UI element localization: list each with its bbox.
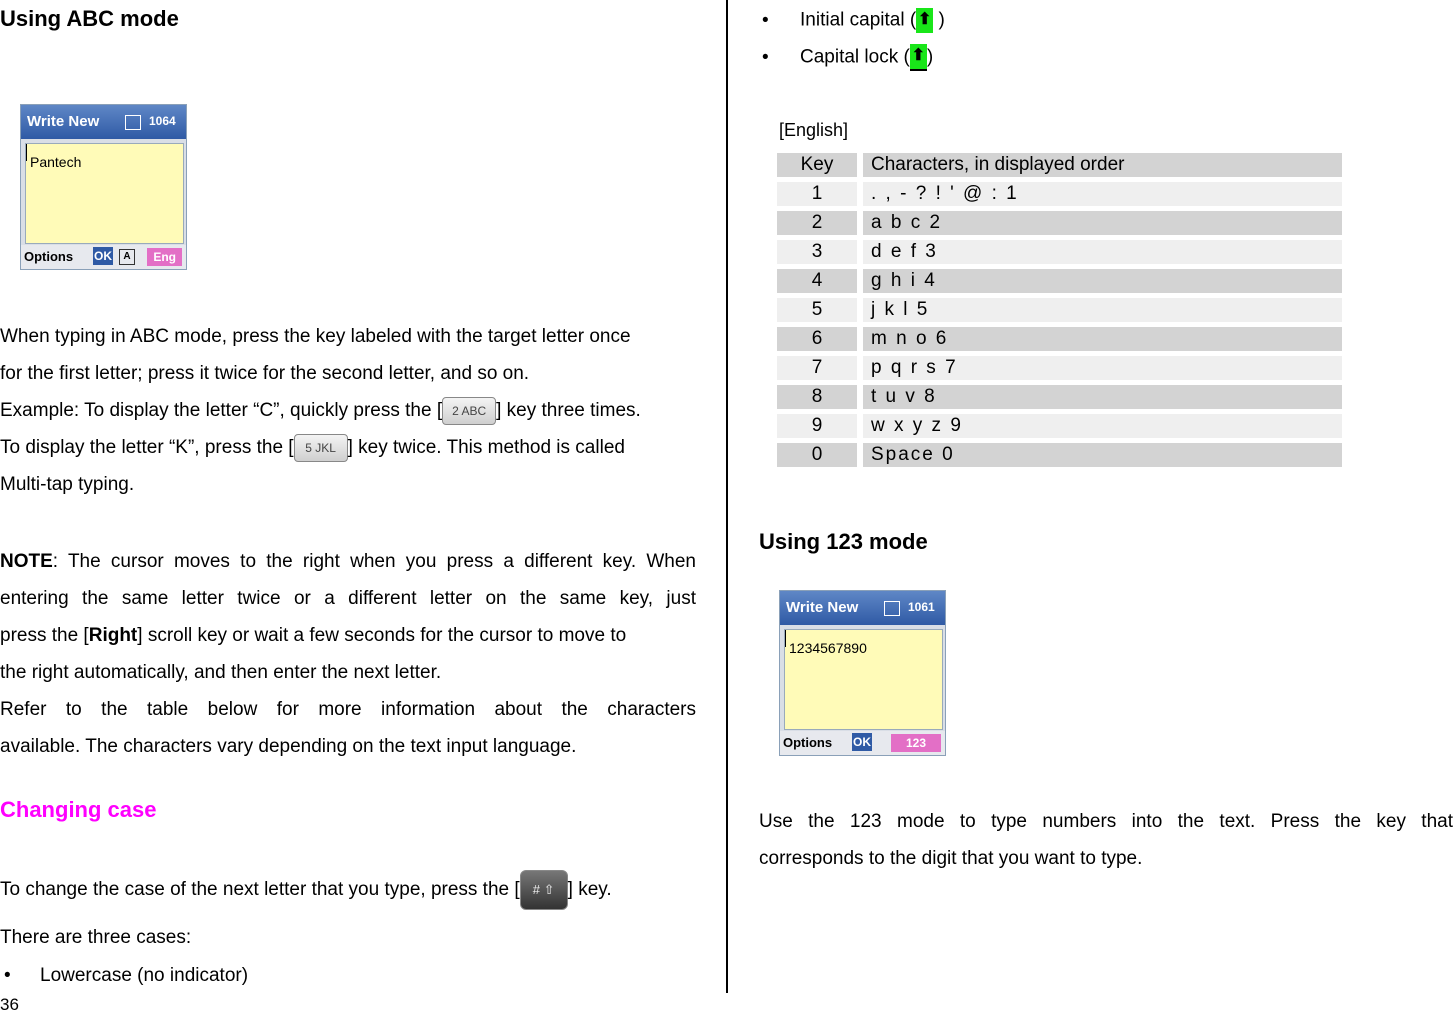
table-header-row [777, 153, 1342, 177]
softkey-options: Options [24, 249, 74, 264]
row-key: 2 [777, 211, 857, 235]
row-characters: m n o 6 [863, 327, 1342, 351]
char-counter: 1064 [149, 114, 176, 128]
entered-text: 1234567890 [789, 640, 867, 656]
row-key: 1 [777, 182, 857, 206]
key-character-table [777, 148, 1342, 472]
key-5-icon: 5 JKL [294, 434, 348, 462]
table-row [777, 327, 1342, 351]
abc-mode-screenshot [20, 104, 187, 270]
note-line-1: NOTE: The cursor moves to the right when you press a different key. When [0, 551, 696, 572]
abc-line-3: Example: To display the letter “C”, quickly press the [ 2 ABC ] key three times. [0, 392, 700, 429]
row-characters: j k l 5 [863, 298, 1342, 322]
table-row [777, 385, 1342, 409]
row-characters: d e f 3 [863, 240, 1342, 264]
header-key: Key [777, 153, 857, 177]
capital-lock-indicator-icon: ⬆ [910, 44, 927, 71]
bullet-initial-capital: • Initial capital ( ⬆ ) [762, 8, 945, 33]
note-paragraph [0, 543, 696, 765]
softkey-bar [780, 731, 945, 755]
heading-abc-mode: Using ABC mode [0, 6, 179, 31]
screen-title: Write New [27, 113, 100, 130]
table-row [777, 443, 1342, 467]
table-row [777, 211, 1342, 235]
table-row [777, 356, 1342, 380]
text-entry-area [784, 629, 943, 730]
softkey-options: Options [783, 735, 833, 750]
row-key: 6 [777, 327, 857, 351]
table-row [777, 269, 1342, 293]
abc-line-4: To display the letter “K”, press the [ 5 JKL ] key twice. This method is called [0, 429, 700, 466]
row-key: 4 [777, 269, 857, 293]
row-key: 5 [777, 298, 857, 322]
softkey-bar [21, 245, 186, 269]
screen-title: Write New [786, 599, 859, 616]
row-characters: p q r s 7 [863, 356, 1342, 380]
abc-line-1: When typing in ABC mode, press the key labeled with the target letter once [0, 326, 631, 347]
bullet-capital-lock: • Capital lock ( ⬆) [762, 44, 933, 71]
heading-123-mode: Using 123 mode [759, 529, 928, 554]
header-characters: Characters, in displayed order [863, 153, 1342, 177]
note-line-2: entering the same letter twice or a different letter on the same key, just [0, 588, 696, 609]
bullet-lowercase: • Lowercase (no indicator) [4, 965, 249, 986]
entered-text: Pantech [30, 154, 82, 170]
note-line-3: press the [Right] scroll key or wait a few seconds for the cursor to move to [0, 625, 627, 646]
char-counter: 1061 [908, 600, 935, 614]
abc-line-2: for the first letter; press it twice for the second letter, and so on. [0, 363, 530, 384]
softkey-ok: OK [94, 249, 112, 263]
123-paragraph [759, 803, 1453, 877]
row-key: 8 [777, 385, 857, 409]
page-number: 36 [0, 995, 19, 1014]
hash-key-icon: # ⇧ [520, 870, 568, 910]
text-entry-area [25, 143, 184, 244]
heading-changing-case: Changing case [0, 797, 157, 822]
cases-intro: There are three cases: [0, 927, 192, 948]
123-line-1: Use the 123 mode to type numbers into the text. Press the key that [759, 811, 1453, 832]
table-row [777, 240, 1342, 264]
initial-capital-indicator-icon: ⬆ [916, 8, 933, 33]
table-row [777, 414, 1342, 438]
row-characters: a b c 2 [863, 211, 1342, 235]
note-line-4: the right automatically, and then enter the next letter. [0, 662, 442, 683]
row-key: 9 [777, 414, 857, 438]
abc-paragraph [0, 318, 700, 503]
input-mode-badge: 123 [891, 734, 941, 752]
row-characters: t u v 8 [863, 385, 1342, 409]
row-key: 0 [777, 443, 857, 467]
row-characters: . , - ? ! ' @ : 1 [863, 182, 1342, 206]
row-key: 3 [777, 240, 857, 264]
table-row [777, 182, 1342, 206]
row-characters: Space 0 [863, 443, 1342, 467]
refer-line-1: Refer to the table below for more information about the characters [0, 699, 696, 720]
table-row [777, 298, 1342, 322]
screen-title-bar [21, 105, 186, 139]
row-key: 7 [777, 356, 857, 380]
screen-title-bar [780, 591, 945, 625]
123-mode-screenshot [779, 590, 946, 756]
softkey-ok: OK [853, 735, 871, 749]
row-characters: w x y z 9 [863, 414, 1342, 438]
table-caption: [English] [779, 120, 849, 140]
refer-line-2: available. The characters vary depending on the text input language. [0, 736, 577, 757]
column-divider [726, 0, 728, 993]
message-icon [884, 601, 900, 616]
row-characters: g h i 4 [863, 269, 1342, 293]
123-line-2: corresponds to the digit that you want to type. [759, 848, 1143, 869]
abc-line-5: Multi-tap typing. [0, 474, 135, 495]
input-mode-badge: Eng [147, 248, 182, 266]
key-2-icon: 2 ABC [442, 397, 496, 425]
case-line: To change the case of the next letter that you type, press the [ # ⇧ ] key. [0, 870, 700, 910]
case-indicator-icon: A [119, 249, 135, 265]
message-icon [125, 115, 141, 130]
